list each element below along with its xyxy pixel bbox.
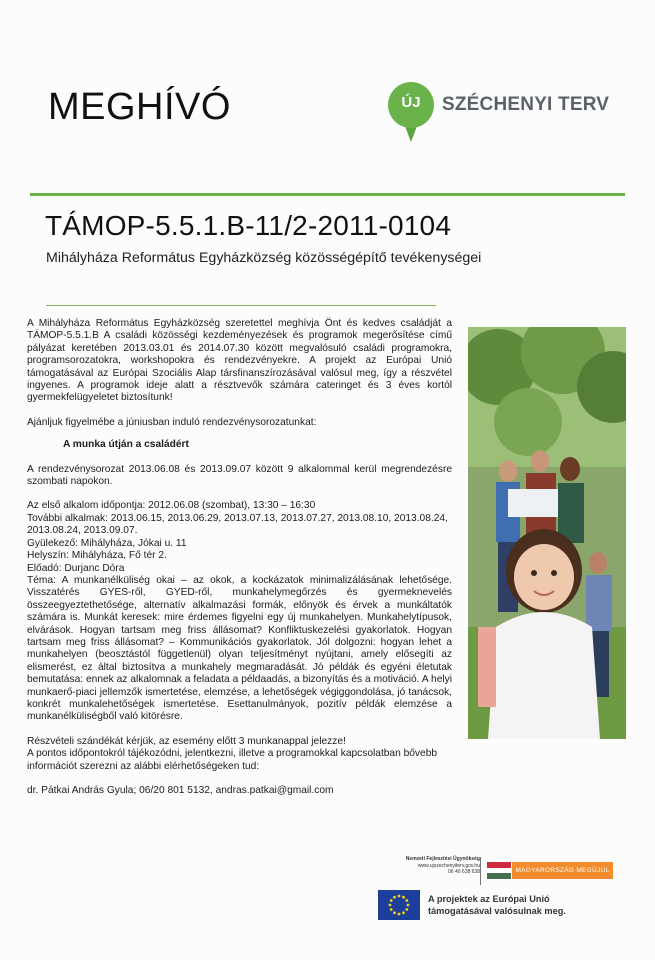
contact-line: dr. Pátkai András Gyula; 06/20 801 5132, andras.patkai@gmail.com [27,785,334,796]
agency-name: Nemzeti Fejlesztési Ügynökség [405,856,480,862]
meeting-point: Gyülekező: Mihályháza, Jókai u. 11 [27,537,187,549]
szechenyi-terv-logo [388,82,618,142]
magyarorszag-megujul-banner: MAGYARORSZÁG MEGÚJUL [512,862,613,879]
agency-info [370,856,480,876]
agency-phone: 06 40 638 638 [448,869,480,875]
agency-url[interactable]: www.ujszechenyiterv.gov.hu [417,862,480,869]
subtitle-divider [46,305,436,306]
logo-badge: ÚJ [401,94,421,111]
project-code: TÁMOP-5.5.1.B-11/2-2011-0104 [45,210,452,241]
page-title: MEGHÍVÓ [48,86,231,128]
rsvp-text: Részvételi szándékát kérjük, az esemény előtt 3 munkanappal jelezze! [27,735,346,747]
eu-stars-icon [378,890,420,920]
eu-caption-line2: támogatásával valósulnak meg. [428,906,566,916]
header-divider [30,193,625,196]
intro-paragraph: A Mihályháza Református Egyházközség szeretettel meghívja Önt és kedves családját a TÁMOP-5.5.1.B A családi közösségi kezdeményezések és programok megerősítése című pályázat keretében 2013.03.01 és 2014.07.30 között megvalósuló családi programokra, programsorozatokra, workshopokra és rendezvényekre. A projekt az Európai Unió támogatásával az Európai Szociális Alap társfinanszírozásával valósul meg, így a részvétel ingyenes. A programok ideje alatt a résztvevők számára cateringet és 3 éves kortól gyermekfelügyeletet biztosítunk! [27,318,452,404]
logo-text: SZÉCHENYI TERV [442,94,610,115]
recommend-text: Ajánljuk figyelmébe a júniusban induló rendezvénysorozatunkat: [27,416,317,428]
eu-flag-icon [378,890,420,920]
eu-caption [428,893,566,917]
series-title: A munka útján a családért [63,439,189,451]
invitation-body [27,318,452,797]
eu-caption-line1: A projektek az Európai Unió [428,894,550,904]
speaker: Előadó: Durjanc Dóra [27,562,125,574]
series-info: A rendezvénysorozat 2013.06.08 és 2013.09.07 között 9 alkalommal kerül megrendezésre szombati napokon. [27,463,452,488]
project-subtitle: Mihályháza Református Egyházközség közösségépítő tevékenységei [46,250,482,266]
hungarian-flag-icon [487,862,511,879]
topic: Téma: A munkanélküliség okai – az okok, a kockázatok minimalizálásának lehetősége. Visszatérés GYES-ről, GYED-ről, munkahelymegőrzés és gyermeknevelés összeegyeztethetősége, alternatív alkalmazási formák, előnyök és érvek a munkáltatók számára is. Munkát keresek: mire érdemes figyelni egy új munkahelyen. Munkahelytípusok, elvárások. Hogyan tartsam meg friss állásomat? Konfliktuskezelési gyakorlatok. Hogyan tartsam meg friss állásomat? – Kommunikációs gyakorlatok. Jól dolgozni: hogyan lehet a munkahelyen (beosztástól függetlenül) olyan teljesítményt nyújtani, amely elősegíti az elismerést, ez által biztosítva a munkahely megmaradását. Jó példák és egyéni életutak bemutatása: ennek az alkalomnak a feladata a példaadás, a bizonyítás és a motiváció. A helyi munkaerő-piaci jellemzők ismertetése, elemzése, a lehetőségek végiggondolása, jó tanácsok, konkrét munkalehetőségek ismertetése. Esettanulmányok, pozitív példák elemzése a munkanélküliségből való kitörésre. [27,574,452,723]
family-photo-illustration [468,327,626,739]
contact-intro: A pontos időpontokról tájékozódni, jelentkezni, illetve a programokkal kapcsolatban bővebb információt szerezni az alábbi elérhetőségeken tud: [27,748,438,772]
further-dates: További alkalmak: 2013.06.15, 2013.06.29, 2013.07.13, 2013.07.27, 2013.08.10, 2013.08.24, 2013.08.24, 2013.09.07. [27,512,448,537]
family-photo [468,327,626,739]
first-date: Az első alkalom időpontja: 2012.06.08 (szombat), 13:30 – 16:30 [27,500,316,512]
footer-separator [480,857,481,885]
venue: Helyszín: Mihályháza, Fő tér 2. [27,550,167,562]
